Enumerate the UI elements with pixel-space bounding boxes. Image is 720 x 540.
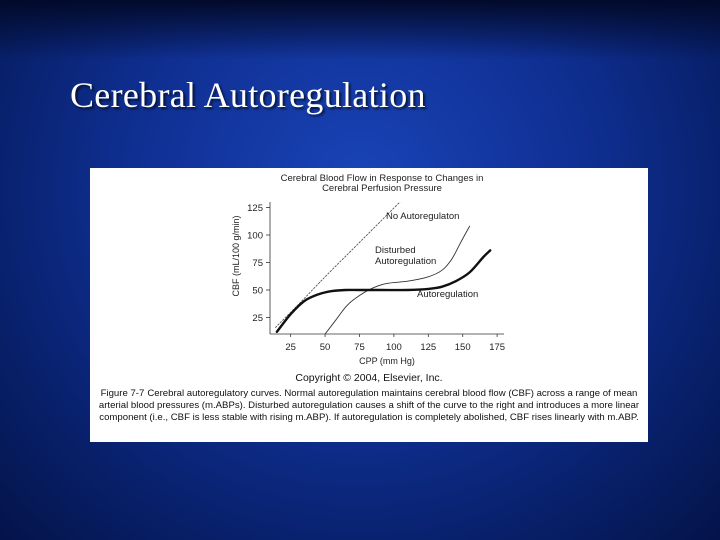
x-tick-label: 75 <box>354 342 365 353</box>
x-tick-label: 125 <box>420 342 437 353</box>
figure-panel <box>90 168 648 442</box>
series-label-no-autoregulation: No Autoregulaton <box>386 211 460 222</box>
chart-x-axis-label: CPP (mm Hg) <box>359 356 415 366</box>
chart-y-axis-label: CBF (mL/100 g/min) <box>231 215 241 297</box>
figure-caption-text: Cerebral autoregulatory curves. Normal autoregulation maintains cerebral blood flow (CBF) across a range of mean arterial blood pressures (m.ABPs). Disturbed autoregulation causes a shift of the curve to the right and introduces a more linear component (i.e., CBF is less stable with rising m.ABP). If autoregulation is completely abolished, CBF rises linearly with m.ABP. <box>98 388 640 423</box>
chart-title-line-1: Cerebral Blood Flow in Response to Changes in <box>280 173 484 184</box>
x-tick-label: 150 <box>454 342 471 353</box>
x-tick-label: 50 <box>319 342 331 353</box>
y-tick-label: 100 <box>247 230 263 242</box>
x-tick-label: 100 <box>385 342 402 353</box>
slide-title: Cerebral Autoregulation <box>70 75 426 115</box>
y-tick-label: 50 <box>252 285 263 297</box>
figure-copyright: Copyright © 2004, Elsevier, Inc. <box>295 372 443 384</box>
x-tick-label: 175 <box>489 342 506 353</box>
x-tick-label: 25 <box>285 342 296 353</box>
chart-series-labels <box>375 211 478 300</box>
series-label-autoregulation: Autoregulation <box>417 289 479 300</box>
y-tick-label: 75 <box>252 258 263 269</box>
series-label-disturbed-autoregulation: Disturbed <box>375 245 416 256</box>
figure-caption <box>96 388 642 424</box>
series-label-disturbed-autoregulation: Autoregulation <box>375 256 437 267</box>
slide-top-band <box>0 0 720 60</box>
y-tick-label: 25 <box>252 313 263 324</box>
y-tick-label: 125 <box>247 203 263 214</box>
figure-caption-number: Figure 7-7 <box>100 388 145 399</box>
autoregulation-chart <box>90 168 648 372</box>
series-line-disturbed-autoregulation <box>325 226 470 334</box>
chart-title-line-2: Cerebral Perfusion Pressure <box>322 183 442 194</box>
